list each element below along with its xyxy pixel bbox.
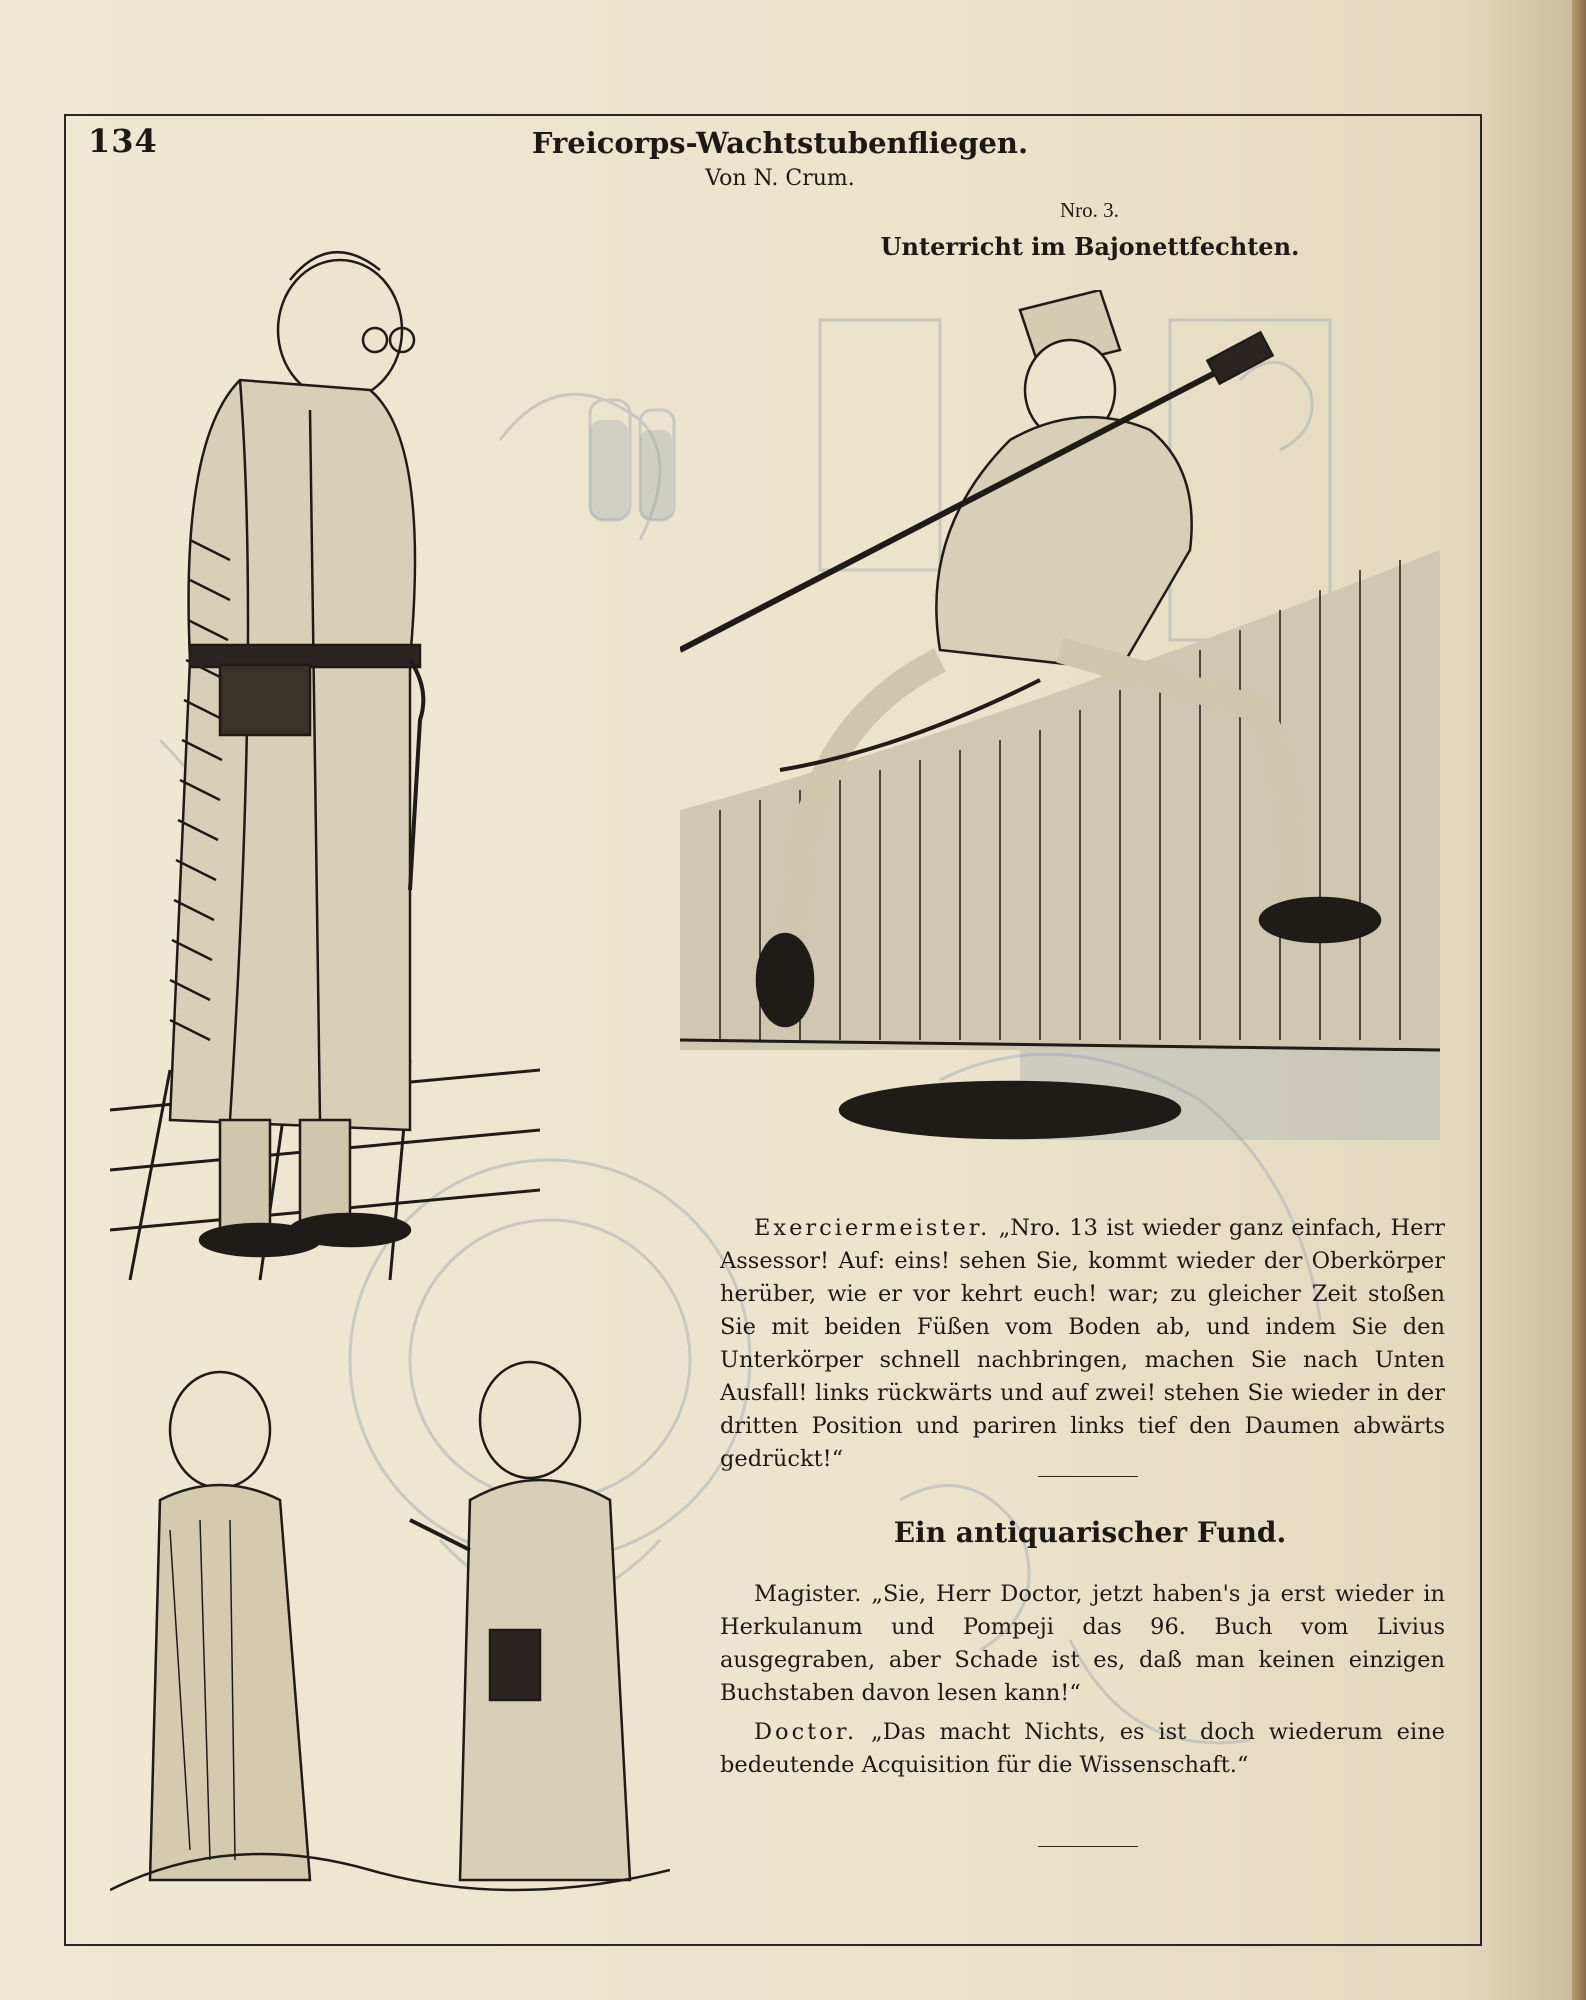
illustration-soldier xyxy=(680,290,1460,1170)
drill-text: „Nro. 13 ist wieder ganz einfach, Herr Assessor! Auf: eins! sehen Sie, kommt wieder der Oberkörper herüber, wie er vor kehrt euch! war; zu gleicher Zeit stoßen Sie mit beiden Füßen vom Boden ab, und indem Sie den Unterkörper schnell nachbringen, machen Sie nach Unten Ausfall! links rückwärts und auf zwei! stehen Sie wieder in der dritten Position und pariren links tief den Daumen abwärts gedrückt!“ xyxy=(720,1215,1446,1472)
drill-speaker: Exerciermeister. xyxy=(754,1215,991,1241)
doctor-speaker: Doctor. xyxy=(754,1719,858,1745)
magister-speaker: Magister. xyxy=(754,1581,862,1607)
magister-text: „Sie, Herr Doctor, jetzt haben's ja erst wieder in Herkulanum und Pompeji das 96. Buch vom Livius ausgegraben, aber Schade ist es, daß man keinen einzigen Buchstaben davon lesen kann!“ xyxy=(720,1581,1445,1706)
page-edge xyxy=(1572,0,1586,2000)
episode-number: Nro. 3. xyxy=(1060,198,1119,222)
magister-dialogue xyxy=(720,1578,1445,1710)
section-divider-top xyxy=(1038,1476,1138,1477)
section-title: Ein antiquarischer Fund. xyxy=(893,1516,1287,1549)
page-number: 134 xyxy=(88,122,158,160)
illustration-scholars xyxy=(110,1350,670,1910)
doctor-dialogue xyxy=(720,1716,1445,1782)
section-divider-bottom xyxy=(1038,1846,1138,1847)
illustration-officer xyxy=(110,240,540,1290)
episode-subtitle: Unterricht im Bajonettfechten. xyxy=(880,232,1300,261)
doctor-text: „Das macht Nichts, es ist doch wiederum eine bedeutende Acquisition für die Wissenschaft.“ xyxy=(720,1719,1445,1778)
author-line: Von N. Crum. xyxy=(705,166,855,191)
drill-dialogue xyxy=(720,1212,1445,1476)
page-title: Freicorps-Wachtstubenfliegen. xyxy=(531,126,1029,160)
